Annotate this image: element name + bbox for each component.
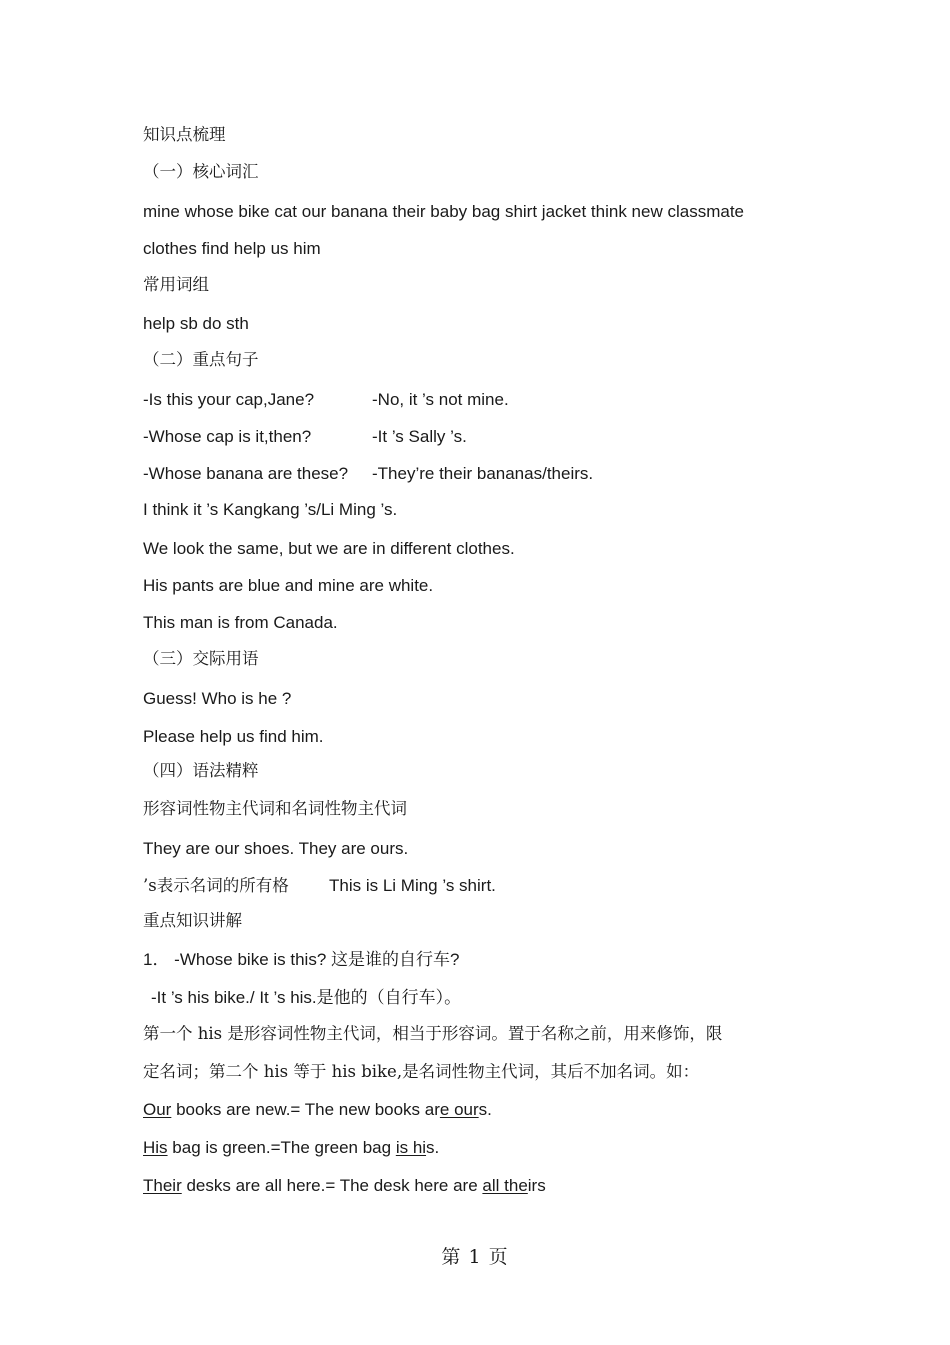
dialog-question: -Is this your cap,Jane? (143, 390, 315, 409)
example-text: desks are all here.= The desk here are (181, 1176, 483, 1195)
example-text: books are new.= The new books ar (171, 1100, 440, 1119)
dialog-question: -Whose banana are these? (143, 464, 349, 483)
phrase: help sb do sth (143, 314, 249, 333)
page-title: 知识点梳理 (143, 125, 226, 144)
example-text: s. (426, 1138, 440, 1157)
underlined-word: Our (143, 1100, 172, 1119)
underlined-word: Their (143, 1176, 182, 1195)
dialog-answer: -They’re their bananas/theirs. (372, 464, 594, 483)
possessive-example: This is Li Ming ’s shirt. (329, 876, 496, 895)
page-number: 第 1 页 (441, 1246, 509, 1268)
section-heading-sentences: （二）重点句子 (143, 350, 259, 369)
dialog-answer: -It ’s Sally ’s. (372, 427, 467, 446)
underlined-word: e our (439, 1100, 479, 1119)
key-sentence: This man is from Canada. (143, 613, 338, 632)
section-heading-communication: （三）交际用语 (143, 649, 259, 668)
key-sentence: I think it ’s Kangkang ’s/Li Ming ’s. (143, 500, 398, 519)
key-sentence: His pants are blue and mine are white. (143, 576, 434, 595)
possessive-note: ’s表示名词的所有格 (143, 876, 289, 895)
vocab-line: clothes find help us him (143, 239, 321, 258)
section-heading-vocab: （一）核心词汇 (143, 162, 259, 181)
section-heading-grammar: （四）语法精粹 (143, 761, 259, 780)
grammar-example: They are our shoes. They are ours. (143, 839, 409, 858)
example-sentence (143, 1176, 546, 1196)
underlined-word: His (143, 1138, 168, 1157)
vocab-line: mine whose bike cat our banana their baby bag shirt jacket think new classmate (143, 202, 744, 221)
knowledge-item-question: 1． -Whose bike is this? 这是谁的自行车? (143, 950, 460, 969)
underlined-word: is hi (395, 1138, 427, 1157)
communication-line: Guess! Who is he ? (143, 689, 292, 708)
example-text: irs (527, 1176, 546, 1195)
example-sentence (143, 1138, 439, 1158)
communication-line: Please help us find him. (143, 727, 324, 746)
explanation-line: 第一个 his 是形容词性物主代词，相当于形容词。置于名称之前，用来修饰，限 (143, 1024, 723, 1043)
phrase-heading: 常用词组 (143, 275, 209, 294)
knowledge-item-answer: -It ’s his bike./ It ’s his.是他的（自行车）。 (151, 988, 462, 1007)
dialog-answer: -No, it ’s not mine. (372, 390, 509, 409)
example-text: bag is green.=The green bag (167, 1138, 396, 1157)
underlined-word: all the (482, 1176, 528, 1195)
example-text: s. (478, 1100, 492, 1119)
example-sentence (143, 1100, 492, 1120)
explanation-line: 定名词；第二个 his 等于 his bike,是名词性物主代词，其后不加名词。如： (143, 1062, 700, 1081)
dialog-question: -Whose cap is it,then? (143, 427, 312, 446)
knowledge-heading: 重点知识讲解 (143, 911, 242, 930)
key-sentence: We look the same, but we are in different clothes. (143, 539, 515, 558)
grammar-subheading: 形容词性物主代词和名词性物主代词 (143, 799, 407, 818)
